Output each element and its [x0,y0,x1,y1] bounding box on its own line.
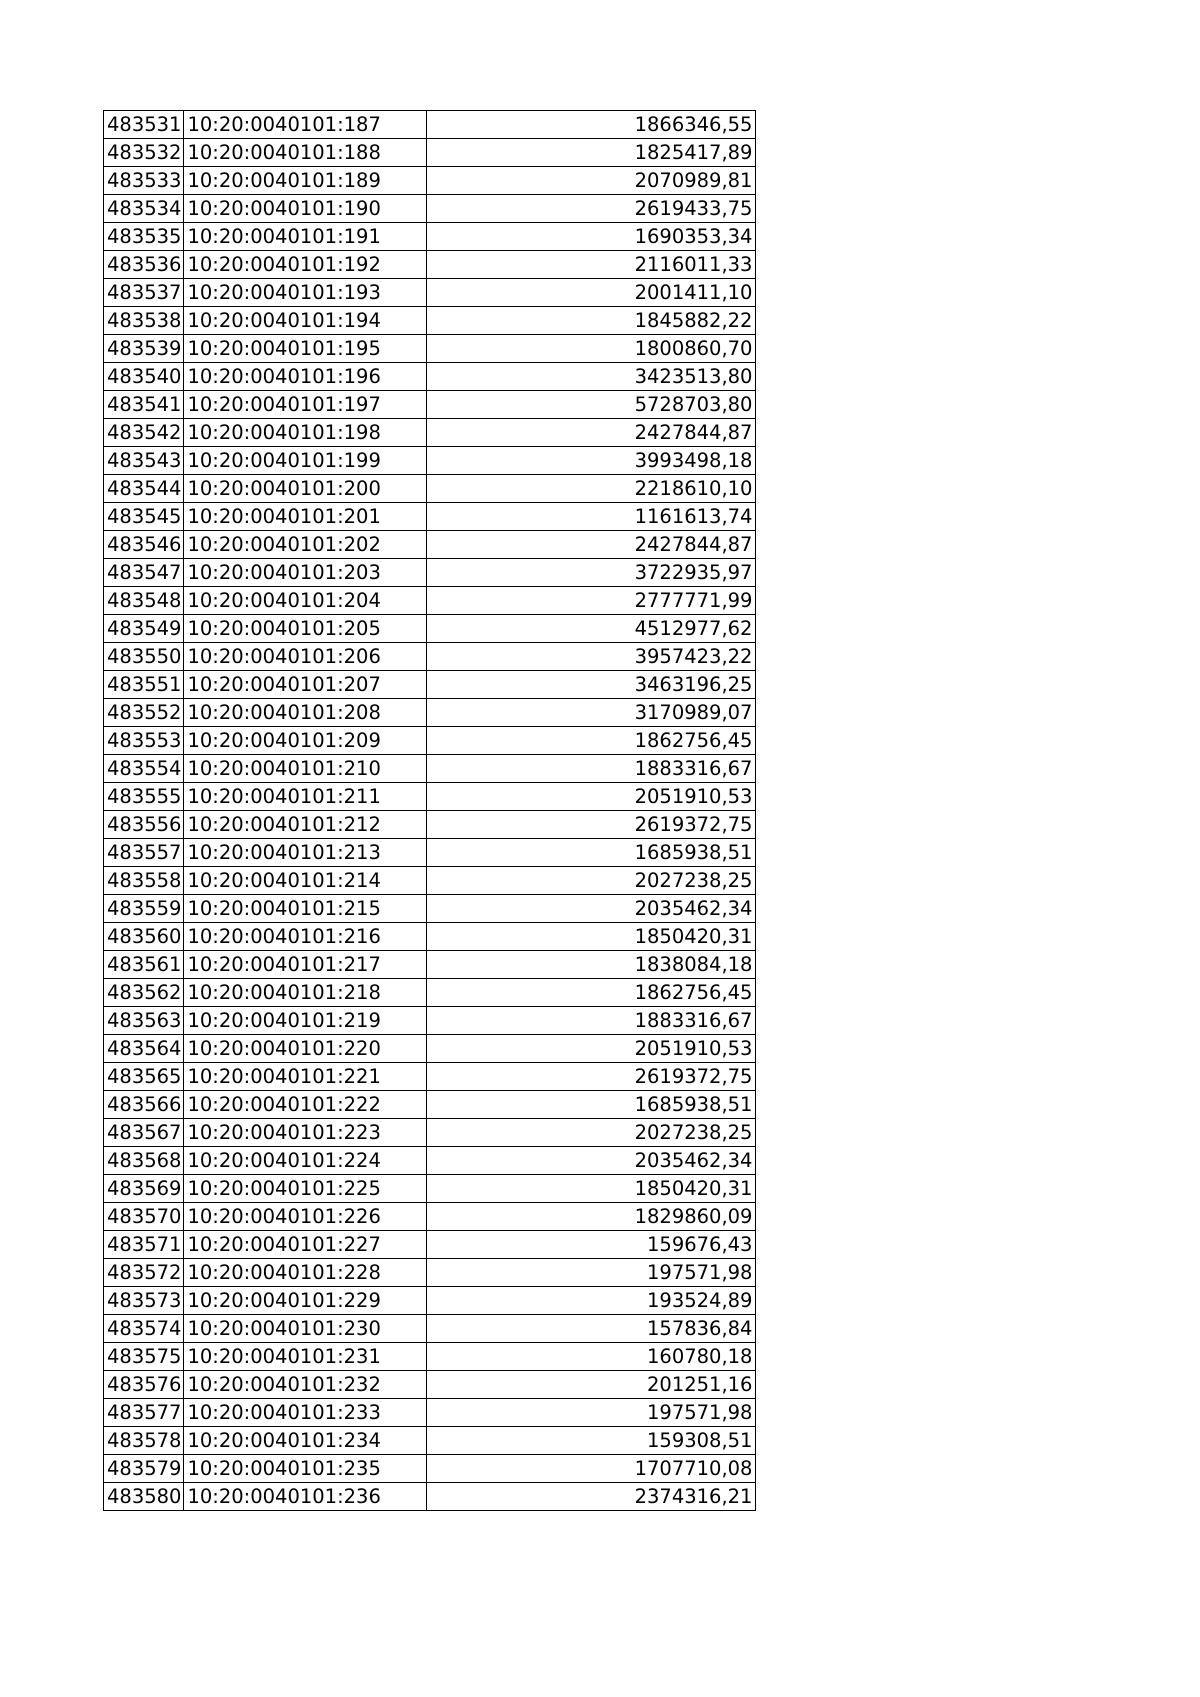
row-number-cell: 483551 [104,671,184,699]
table-row [104,419,756,447]
row-number-cell: 483576 [104,1371,184,1399]
cadastral-number-cell: 10:20:0040101:214 [184,867,427,895]
row-number-cell: 483559 [104,895,184,923]
cadastral-number-cell: 10:20:0040101:234 [184,1427,427,1455]
table-row [104,699,756,727]
cadastral-value-cell: 1866346,55 [427,111,756,139]
cadastral-number-cell: 10:20:0040101:191 [184,223,427,251]
cadastral-value-cell: 197571,98 [427,1259,756,1287]
table-row [104,195,756,223]
cadastral-value-cell: 159676,43 [427,1231,756,1259]
cadastral-value-cell: 1838084,18 [427,951,756,979]
cadastral-number-cell: 10:20:0040101:226 [184,1203,427,1231]
table-row [104,1007,756,1035]
table-row [104,1427,756,1455]
table-row [104,1259,756,1287]
row-number-cell: 483563 [104,1007,184,1035]
cadastral-value-cell: 2777771,99 [427,587,756,615]
cadastral-number-cell: 10:20:0040101:220 [184,1035,427,1063]
cadastral-value-cell: 3463196,25 [427,671,756,699]
row-number-cell: 483546 [104,531,184,559]
row-number-cell: 483580 [104,1483,184,1511]
table-row [104,475,756,503]
cadastral-number-cell: 10:20:0040101:206 [184,643,427,671]
cadastral-value-cell: 1685938,51 [427,1091,756,1119]
cadastral-value-table [103,110,756,1511]
row-number-cell: 483575 [104,1343,184,1371]
cadastral-number-cell: 10:20:0040101:210 [184,755,427,783]
row-number-cell: 483538 [104,307,184,335]
cadastral-number-cell: 10:20:0040101:208 [184,699,427,727]
cadastral-number-cell: 10:20:0040101:192 [184,251,427,279]
cadastral-value-cell: 3170989,07 [427,699,756,727]
row-number-cell: 483542 [104,419,184,447]
row-number-cell: 483566 [104,1091,184,1119]
cadastral-number-cell: 10:20:0040101:225 [184,1175,427,1203]
cadastral-value-cell: 2027238,25 [427,867,756,895]
table-row [104,279,756,307]
table-row [104,503,756,531]
row-number-cell: 483549 [104,615,184,643]
row-number-cell: 483534 [104,195,184,223]
table-row [104,643,756,671]
cadastral-value-cell: 1685938,51 [427,839,756,867]
cadastral-number-cell: 10:20:0040101:198 [184,419,427,447]
cadastral-value-cell: 1850420,31 [427,1175,756,1203]
table-row [104,1035,756,1063]
row-number-cell: 483537 [104,279,184,307]
table-row [104,139,756,167]
row-number-cell: 483577 [104,1399,184,1427]
cadastral-value-cell: 2619372,75 [427,1063,756,1091]
table-row [104,335,756,363]
table-row [104,811,756,839]
cadastral-number-cell: 10:20:0040101:230 [184,1315,427,1343]
row-number-cell: 483565 [104,1063,184,1091]
cadastral-value-cell: 1707710,08 [427,1455,756,1483]
cadastral-value-cell: 2374316,21 [427,1483,756,1511]
cadastral-number-cell: 10:20:0040101:201 [184,503,427,531]
row-number-cell: 483567 [104,1119,184,1147]
cadastral-number-cell: 10:20:0040101:216 [184,923,427,951]
row-number-cell: 483554 [104,755,184,783]
cadastral-number-cell: 10:20:0040101:219 [184,1007,427,1035]
cadastral-value-cell: 160780,18 [427,1343,756,1371]
table-row [104,783,756,811]
cadastral-number-cell: 10:20:0040101:195 [184,335,427,363]
table-row [104,923,756,951]
table-row [104,167,756,195]
table-row [104,251,756,279]
cadastral-value-cell: 2051910,53 [427,1035,756,1063]
cadastral-number-cell: 10:20:0040101:189 [184,167,427,195]
cadastral-number-cell: 10:20:0040101:232 [184,1371,427,1399]
cadastral-value-cell: 2427844,87 [427,419,756,447]
table-row [104,1399,756,1427]
table-row [104,951,756,979]
cadastral-number-cell: 10:20:0040101:221 [184,1063,427,1091]
cadastral-number-cell: 10:20:0040101:235 [184,1455,427,1483]
row-number-cell: 483560 [104,923,184,951]
cadastral-value-cell: 3993498,18 [427,447,756,475]
cadastral-number-cell: 10:20:0040101:211 [184,783,427,811]
row-number-cell: 483578 [104,1427,184,1455]
table-row [104,559,756,587]
table-row [104,1483,756,1511]
cadastral-value-cell: 1883316,67 [427,1007,756,1035]
table-row [104,979,756,1007]
table-row [104,111,756,139]
cadastral-number-cell: 10:20:0040101:224 [184,1147,427,1175]
table-row [104,223,756,251]
cadastral-number-cell: 10:20:0040101:204 [184,587,427,615]
row-number-cell: 483535 [104,223,184,251]
cadastral-number-cell: 10:20:0040101:205 [184,615,427,643]
cadastral-value-cell: 2035462,34 [427,1147,756,1175]
row-number-cell: 483574 [104,1315,184,1343]
cadastral-value-cell: 2116011,33 [427,251,756,279]
cadastral-number-cell: 10:20:0040101:207 [184,671,427,699]
cadastral-value-cell: 197571,98 [427,1399,756,1427]
row-number-cell: 483558 [104,867,184,895]
cadastral-number-cell: 10:20:0040101:202 [184,531,427,559]
table-row [104,1091,756,1119]
cadastral-value-cell: 1829860,09 [427,1203,756,1231]
cadastral-number-cell: 10:20:0040101:212 [184,811,427,839]
row-number-cell: 483557 [104,839,184,867]
table-row [104,671,756,699]
row-number-cell: 483550 [104,643,184,671]
cadastral-number-cell: 10:20:0040101:215 [184,895,427,923]
row-number-cell: 483540 [104,363,184,391]
table-row [104,615,756,643]
table-row [104,1287,756,1315]
row-number-cell: 483543 [104,447,184,475]
cadastral-value-cell: 2619433,75 [427,195,756,223]
cadastral-number-cell: 10:20:0040101:200 [184,475,427,503]
cadastral-number-cell: 10:20:0040101:222 [184,1091,427,1119]
cadastral-value-cell: 201251,16 [427,1371,756,1399]
table-row [104,1175,756,1203]
cadastral-value-cell: 1883316,67 [427,755,756,783]
cadastral-number-cell: 10:20:0040101:228 [184,1259,427,1287]
row-number-cell: 483569 [104,1175,184,1203]
cadastral-value-cell: 1161613,74 [427,503,756,531]
table-row [104,867,756,895]
table-row [104,587,756,615]
row-number-cell: 483573 [104,1287,184,1315]
table-row [104,531,756,559]
cadastral-number-cell: 10:20:0040101:233 [184,1399,427,1427]
cadastral-value-cell: 4512977,62 [427,615,756,643]
cadastral-number-cell: 10:20:0040101:203 [184,559,427,587]
table-row [104,755,756,783]
cadastral-value-cell: 2027238,25 [427,1119,756,1147]
cadastral-number-cell: 10:20:0040101:236 [184,1483,427,1511]
cadastral-value-cell: 3423513,80 [427,363,756,391]
row-number-cell: 483556 [104,811,184,839]
cadastral-value-cell: 1690353,34 [427,223,756,251]
cadastral-value-cell: 1850420,31 [427,923,756,951]
table-row [104,391,756,419]
row-number-cell: 483579 [104,1455,184,1483]
row-number-cell: 483571 [104,1231,184,1259]
row-number-cell: 483536 [104,251,184,279]
cadastral-number-cell: 10:20:0040101:197 [184,391,427,419]
cadastral-number-cell: 10:20:0040101:223 [184,1119,427,1147]
cadastral-value-cell: 2070989,81 [427,167,756,195]
table-row [104,1231,756,1259]
cadastral-value-cell: 3957423,22 [427,643,756,671]
row-number-cell: 483568 [104,1147,184,1175]
row-number-cell: 483564 [104,1035,184,1063]
cadastral-value-cell: 1825417,89 [427,139,756,167]
cadastral-number-cell: 10:20:0040101:193 [184,279,427,307]
table-row [104,1343,756,1371]
table-row [104,895,756,923]
row-number-cell: 483547 [104,559,184,587]
table-row [104,363,756,391]
cadastral-number-cell: 10:20:0040101:217 [184,951,427,979]
table-row [104,1147,756,1175]
table-row [104,1315,756,1343]
cadastral-number-cell: 10:20:0040101:194 [184,307,427,335]
row-number-cell: 483572 [104,1259,184,1287]
row-number-cell: 483562 [104,979,184,1007]
cadastral-value-cell: 3722935,97 [427,559,756,587]
row-number-cell: 483545 [104,503,184,531]
cadastral-number-cell: 10:20:0040101:213 [184,839,427,867]
row-number-cell: 483544 [104,475,184,503]
table-row [104,1063,756,1091]
table-row [104,1203,756,1231]
row-number-cell: 483532 [104,139,184,167]
cadastral-number-cell: 10:20:0040101:196 [184,363,427,391]
cadastral-number-cell: 10:20:0040101:229 [184,1287,427,1315]
row-number-cell: 483555 [104,783,184,811]
row-number-cell: 483570 [104,1203,184,1231]
cadastral-value-cell: 157836,84 [427,1315,756,1343]
table-row [104,447,756,475]
cadastral-value-cell: 1800860,70 [427,335,756,363]
cadastral-number-cell: 10:20:0040101:209 [184,727,427,755]
row-number-cell: 483548 [104,587,184,615]
row-number-cell: 483552 [104,699,184,727]
cadastral-number-cell: 10:20:0040101:199 [184,447,427,475]
cadastral-value-cell: 1862756,45 [427,979,756,1007]
cadastral-value-cell: 5728703,80 [427,391,756,419]
cadastral-value-cell: 2001411,10 [427,279,756,307]
cadastral-value-cell: 2427844,87 [427,531,756,559]
row-number-cell: 483553 [104,727,184,755]
table-body [104,111,756,1511]
cadastral-number-cell: 10:20:0040101:190 [184,195,427,223]
table-row [104,727,756,755]
row-number-cell: 483541 [104,391,184,419]
cadastral-value-cell: 1862756,45 [427,727,756,755]
table-row [104,307,756,335]
table-row [104,839,756,867]
cadastral-number-cell: 10:20:0040101:231 [184,1343,427,1371]
cadastral-value-cell: 159308,51 [427,1427,756,1455]
row-number-cell: 483531 [104,111,184,139]
cadastral-number-cell: 10:20:0040101:187 [184,111,427,139]
table-row [104,1455,756,1483]
row-number-cell: 483561 [104,951,184,979]
cadastral-value-cell: 2619372,75 [427,811,756,839]
cadastral-value-cell: 2218610,10 [427,475,756,503]
table-row [104,1371,756,1399]
cadastral-number-cell: 10:20:0040101:188 [184,139,427,167]
row-number-cell: 483533 [104,167,184,195]
cadastral-number-cell: 10:20:0040101:218 [184,979,427,1007]
row-number-cell: 483539 [104,335,184,363]
cadastral-value-cell: 1845882,22 [427,307,756,335]
cadastral-value-cell: 2051910,53 [427,783,756,811]
cadastral-value-cell: 2035462,34 [427,895,756,923]
table-row [104,1119,756,1147]
cadastral-value-cell: 193524,89 [427,1287,756,1315]
cadastral-number-cell: 10:20:0040101:227 [184,1231,427,1259]
